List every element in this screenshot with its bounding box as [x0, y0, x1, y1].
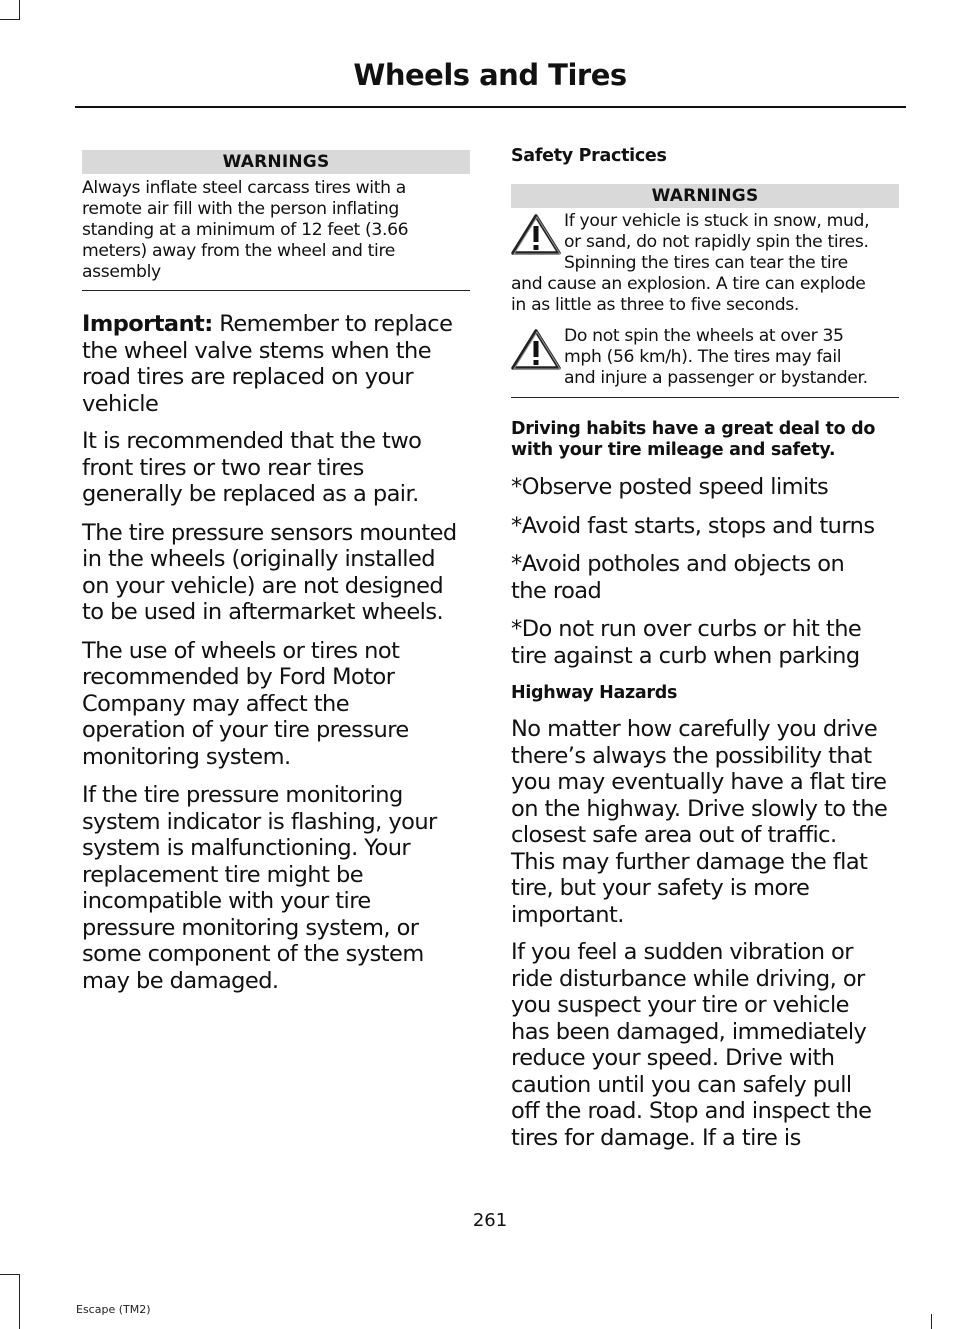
paragraph-vibration: If you feel a sudden vibration or ride disturbance while driving, or you suspect your tire or vehicle has been damaged, immediately reduce your speed. Drive with caution until you can safely pull off the road. Stop and inspect the tires for damage. If a tire is [511, 939, 872, 1151]
paragraph-indicator: If the tire pressure monitoring system indicator is flashing, your system is malfunctioning. Your replacement tire might be incompatible with your tire pressure monitoring system, or some component of the system may be damaged. [82, 782, 437, 994]
page-number: 261 [472, 1210, 508, 1231]
right-column [511, 146, 899, 1151]
warning-triangle-icon [511, 328, 561, 370]
warning-triangle-icon [511, 213, 561, 255]
crop-mark [19, 1275, 20, 1329]
left-column [82, 150, 470, 994]
highway-heading: Highway Hazards [511, 683, 678, 703]
tip-speed: *Observe posted speed limits [511, 474, 829, 500]
paragraph-wheels: The use of wheels or tires not recommended by Ford Motor Company may affect the operation of your tire pressure monitoring system. [82, 637, 409, 770]
page-title: Wheels and Tires [353, 58, 627, 92]
paragraph-highway: No matter how carefully you drive there’s always the possibility that you may eventually have a flat tire on the highway. Drive slowly to the closest safe area out of traffic. This may further damage the flat tire, but your safety is more important. [511, 716, 888, 928]
header-divider [75, 106, 906, 108]
habits-heading: Driving habits have a great deal to do with your tire mileage and safety. [511, 419, 876, 460]
section-divider [82, 290, 470, 291]
paragraph-sensors: The tire pressure sensors mounted in the wheels (originally installed on your vehicle) are not designed to be used in aftermarket wheels. [82, 519, 457, 625]
warning-item: Do not spin the wheels at over 35 mph (56 km/h). The tires may fail and injure a passenger or bystander. [511, 326, 899, 389]
crop-mark [0, 19, 20, 20]
crop-mark [931, 1314, 932, 1329]
warning-title: WARNINGS [82, 150, 470, 174]
paragraph-pairs: It is recommended that the two front tires or two rear tires generally be replaced as a pair. [82, 428, 422, 507]
section-divider [511, 397, 899, 398]
warning-item: If your vehicle is stuck in snow, mud, or sand, do not rapidly spin the tires. Spinning the tires can tear the tire and cause an explosion. A tire can explode in as little as three to five seconds. [511, 211, 870, 315]
footer-model: Escape (TM2) [76, 1303, 151, 1316]
warning-text: Always inflate steel carcass tires with a remote air fill with the person inflating standing at a minimum of 12 feet (3.66 meters) away from the wheel and tire assembly [82, 178, 409, 282]
warning-title: WARNINGS [511, 184, 899, 208]
tip-potholes: *Avoid potholes and objects on the road [511, 551, 845, 604]
important-paragraph: Important: Remember to replace the wheel valve stems when the road tires are replaced on your vehicle [82, 311, 453, 417]
tip-curbs: *Do not run over curbs or hit the tire against a curb when parking [511, 616, 862, 669]
important-label: Important: [82, 311, 213, 337]
tip-starts: *Avoid fast starts, stops and turns [511, 512, 875, 539]
crop-mark [0, 1274, 20, 1275]
crop-mark [19, 0, 20, 20]
safety-heading: Safety Practices [511, 146, 667, 166]
